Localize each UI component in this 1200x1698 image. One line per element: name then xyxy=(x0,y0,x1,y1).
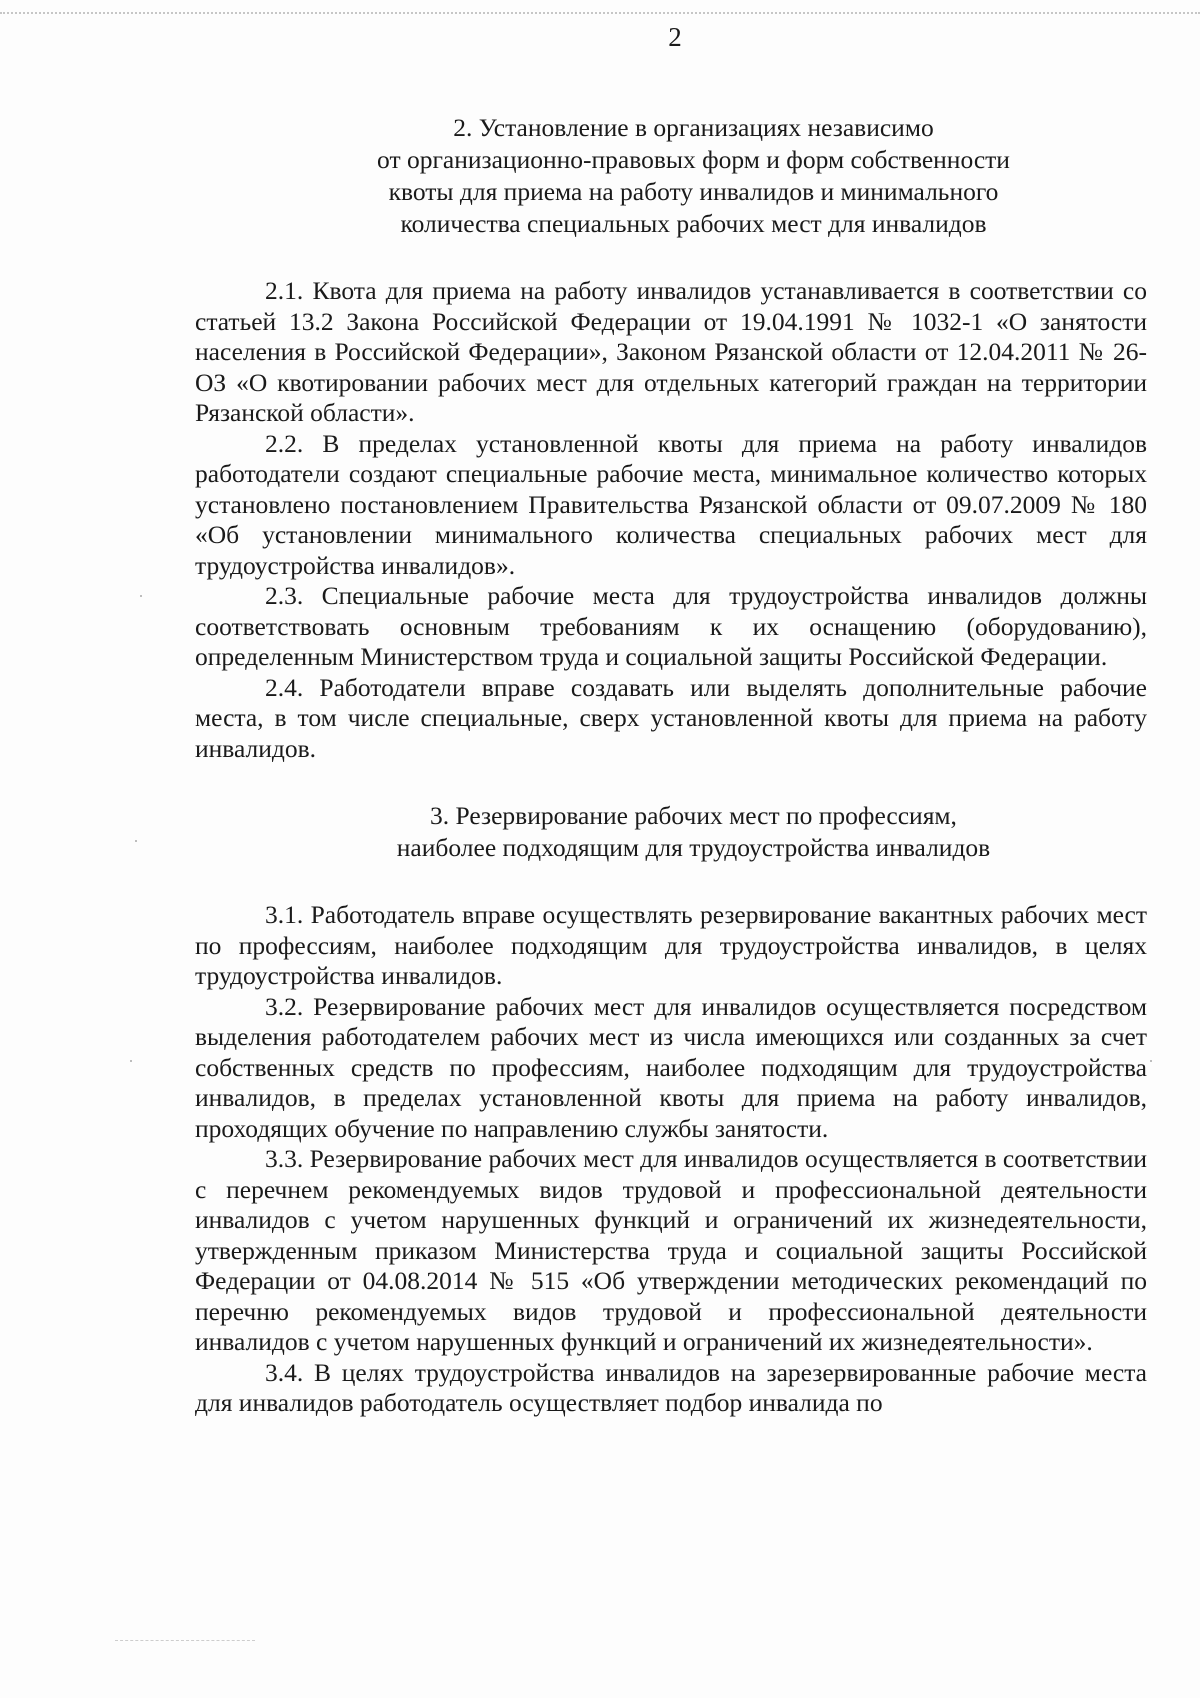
heading-line: количества специальных рабочих мест для инвалидов xyxy=(400,209,987,238)
paragraph-3-3: 3.3. Резервирование рабочих мест для инвалидов осуществляется в соответствии с перечнем рекомендуемых видов трудовой и профессиональной деятельности инвалидов с учетом нарушенных функций и ограничений их жизнедеятельности, утвержденным приказом Министерства труда и социальной защиты Российской Федерации от 04.08.2014 № 515 «Об утверждении методических рекомендаций по перечню рекомендуемых видов трудовой и профессиональной деятельности инвалидов с учетом нарушенных функций и ограничений их жизнедеятельности». xyxy=(195,1144,1147,1356)
scan-speck xyxy=(140,595,142,597)
heading-line: 3. Резервирование рабочих мест по профессиям, xyxy=(430,801,957,830)
scan-bottom-marks xyxy=(115,1640,255,1661)
scan-speck xyxy=(135,840,137,842)
heading-line: наиболее подходящим для трудоустройства инвалидов xyxy=(396,833,991,862)
page-number: 2 xyxy=(668,22,682,52)
section-3-heading xyxy=(195,800,1147,864)
section-2-heading xyxy=(195,112,1147,240)
heading-line: 2. Установление в организациях независимо xyxy=(453,113,934,142)
paragraph-2-3: 2.3. Специальные рабочие места для трудоустройства инвалидов должны соответствовать основным требованиям к их оснащению (оборудованию), определенным Министерством труда и социальной защиты Российской Федерации. xyxy=(195,581,1147,671)
paragraph-3-1: 3.1. Работодатель вправе осуществлять резервирование вакантных рабочих мест по профессиям, наиболее подходящим для трудоустройства инвалидов, в целях трудоустройства инвалидов. xyxy=(195,900,1147,990)
heading-line: от организационно-правовых форм и форм собственности xyxy=(377,145,1010,174)
heading-line: квоты для приема на работу инвалидов и минимального xyxy=(388,177,999,206)
scan-speck xyxy=(1150,1060,1152,1062)
document-body xyxy=(195,112,1147,1419)
paragraph-2-4: 2.4. Работодатели вправе создавать или выделять дополнительные рабочие места, в том числе специальные, сверх установленной квоты для приема на работу инвалидов. xyxy=(195,672,1147,763)
paragraph-2-1: 2.1. Квота для приема на работу инвалидов устанавливается в соответствии со статьей 13.2 Закона Российской Федерации от 19.04.1991 № 1032-1 «О занятости населения в Российской Федерации», Законом Рязанской области от 12.04.2011 № 26-ОЗ «О квотировании рабочих мест для отдельных категорий граждан на территории Рязанской области». xyxy=(195,276,1147,427)
paragraph-3-2: 3.2. Резервирование рабочих мест для инвалидов осуществляется посредством выделения работодателем рабочих мест из числа имеющихся или созданных за счет собственных средств по профессиям, наиболее подходящим для трудоустройства инвалидов, в пределах установленной квоты для приема на работу инвалидов, проходящих обучение по направлению службы занятости. xyxy=(195,991,1147,1143)
paragraph-2-2: 2.2. В пределах установленной квоты для приема на работу инвалидов работодатели создают специальные рабочие места, минимальное количество которых установлено постановлением Правительства Рязанской области от 09.07.2009 № 180 «Об установлении минимального количества специальных рабочих мест для трудоустройства инвалидов». xyxy=(195,428,1147,580)
scan-speck xyxy=(130,1060,132,1062)
scan-top-edge xyxy=(0,12,1200,20)
paragraph-3-4: 3.4. В целях трудоустройства инвалидов на зарезервированные рабочие места для инвалидов работодатель осуществляет подбор инвалида по xyxy=(195,1357,1147,1417)
